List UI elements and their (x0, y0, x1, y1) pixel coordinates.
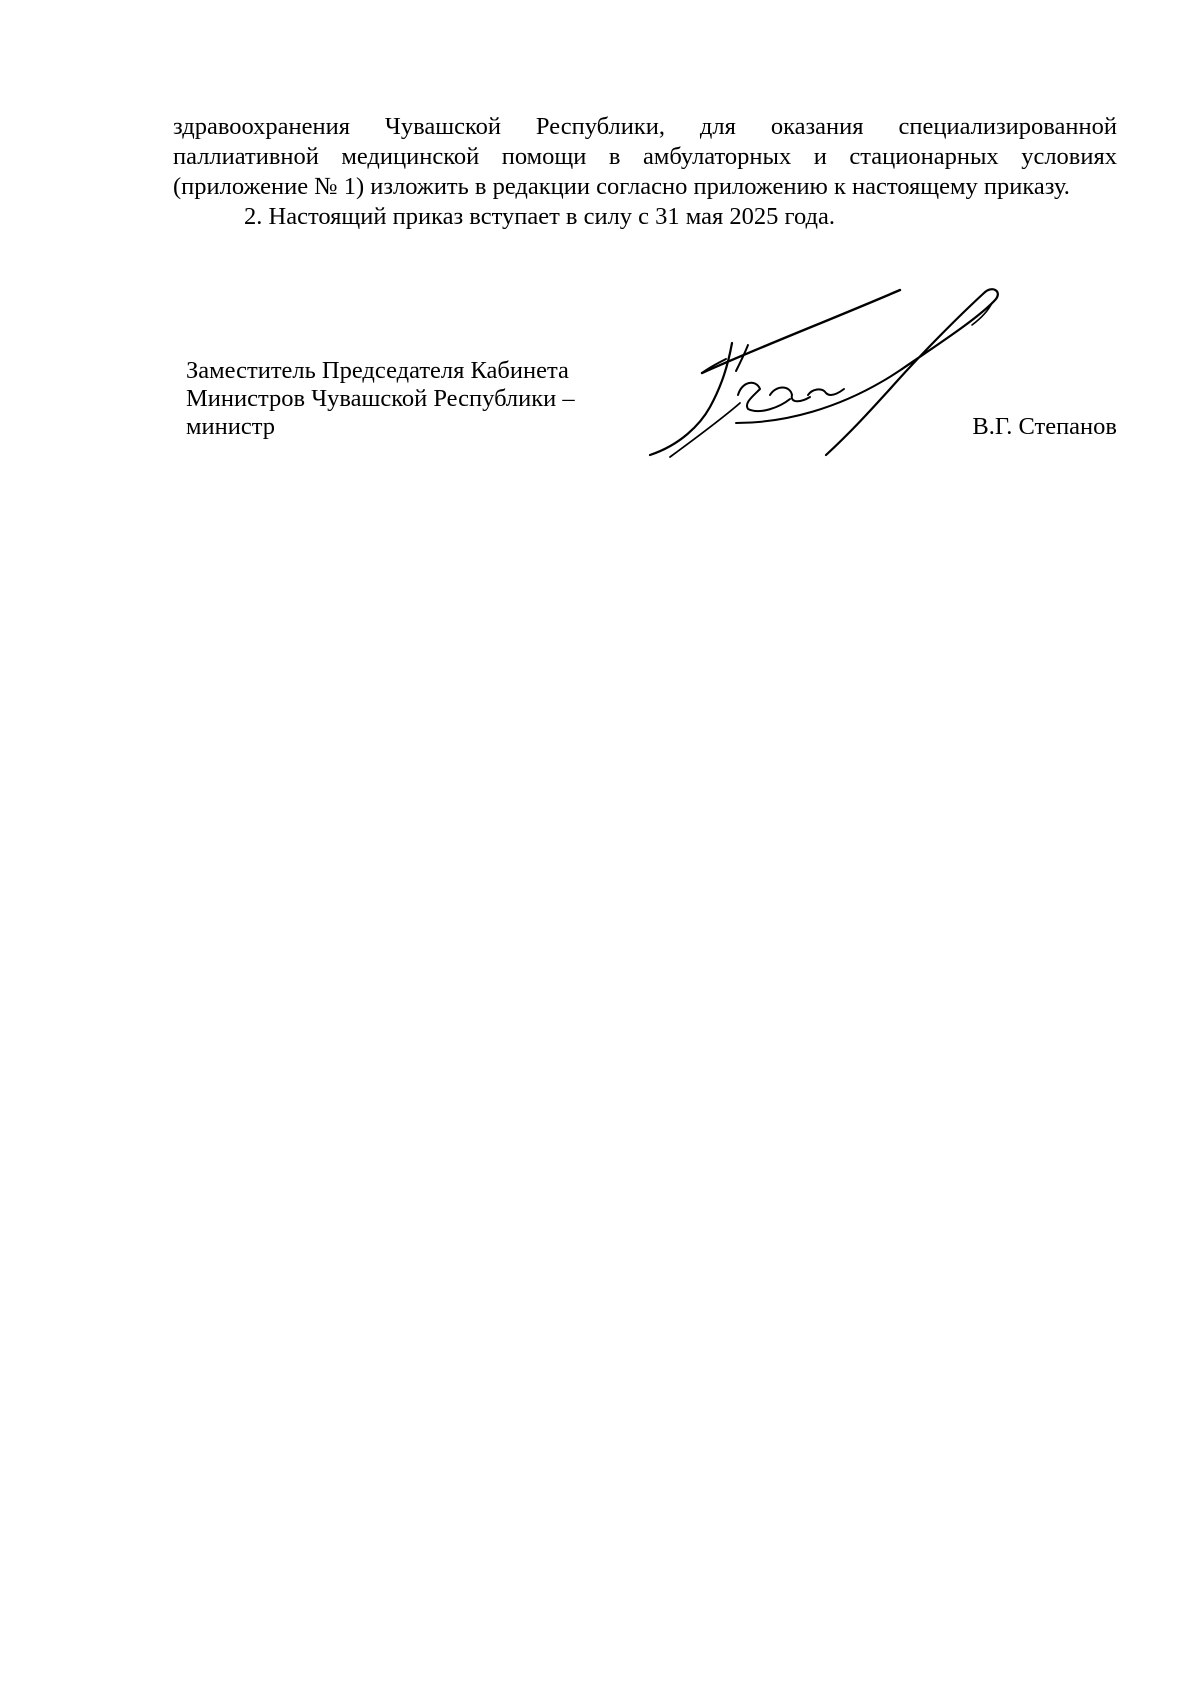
position-line-2: Министров Чувашской Республики – (186, 385, 575, 412)
position-line-3: министр (186, 413, 275, 440)
signatory-position (186, 357, 575, 441)
signer-name: В.Г. Степанов (972, 413, 1117, 440)
position-line-1: Заместитель Председателя Кабинета (186, 357, 569, 384)
paragraph-item-2: 2. Настоящий приказ вступает в силу с 31 мая 2025 года. (244, 203, 835, 230)
paragraph-continuation: здравоохранения Чувашской Республики, для оказания специализированной паллиативной медицинской помощи в амбулаторных и стационарных условиях (приложение № 1) изложить в редакции согласно приложению к настоящему приказу. (173, 113, 1117, 200)
document-body (173, 112, 1117, 232)
